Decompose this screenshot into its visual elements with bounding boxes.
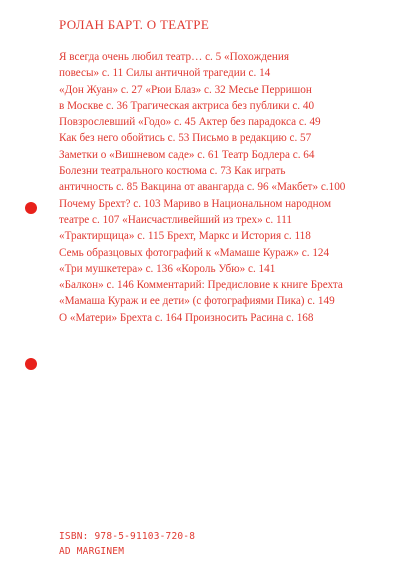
contents-line: Почему Брехт? с. 103 Мариво в Национальном народном bbox=[59, 197, 332, 210]
contents-line: Заметки о «Вишневом саде» с. 61 Театр Бодлера с. 64 bbox=[59, 148, 315, 161]
contents-line: Семь образцовых фотографий к «Мамаше Кураж» с. 124 bbox=[59, 246, 330, 259]
contents-line: театре с. 107 «Наисчастливейший из трех» с. 111 bbox=[59, 213, 292, 226]
contents-line: Болезни театрального костюма с. 73 Как играть bbox=[59, 165, 286, 178]
contents-line: «Балкон» с. 146 Комментарий: Предисловие к книге Брехта bbox=[59, 279, 343, 292]
book-title: РОЛАН БАРТ. О ТЕАТРЕ bbox=[59, 17, 210, 32]
contents-line: Как без него обойтись с. 53 Письмо в редакцию с. 57 bbox=[59, 132, 312, 145]
contents-line: Я всегда очень любил театр… с. 5 «Похождения bbox=[59, 51, 290, 63]
contents-line: «Три мушкетера» с. 136 «Король Убю» с. 141 bbox=[59, 262, 276, 275]
publisher-name: AD MARGINEM bbox=[59, 546, 125, 557]
contents-line: античность с. 85 Вакцина от авангарда с. 96 «Макбет» с.100 bbox=[59, 181, 346, 194]
table-of-contents bbox=[59, 49, 379, 326]
contents-line: О «Матери» Брехта с. 164 Произносить Расина с. 168 bbox=[59, 311, 314, 324]
contents-line: «Мамаша Кураж и ее дети» (с фотографиями Пика) с. 149 bbox=[59, 295, 335, 308]
contents-line: в Москве с. 36 Трагическая актриса без публики с. 40 bbox=[59, 99, 315, 112]
contents-line: Повзрослевший «Годо» с. 45 Актер без парадокса с. 49 bbox=[59, 116, 321, 129]
binder-hole-dot bbox=[25, 202, 37, 214]
contents-line: «Трактирщица» с. 115 Брехт, Маркс и История с. 118 bbox=[59, 230, 311, 243]
imprint-block bbox=[59, 529, 195, 559]
contents-line: повесы» с. 11 Силы античной трагедии с. 14 bbox=[59, 67, 271, 80]
contents-line: «Дон Жуан» с. 27 «Рюи Блаз» с. 32 Месье Перришон bbox=[59, 83, 312, 96]
binder-hole-dot bbox=[25, 358, 37, 370]
isbn-label: ISBN: 978-5-91103-720-8 bbox=[59, 531, 196, 542]
